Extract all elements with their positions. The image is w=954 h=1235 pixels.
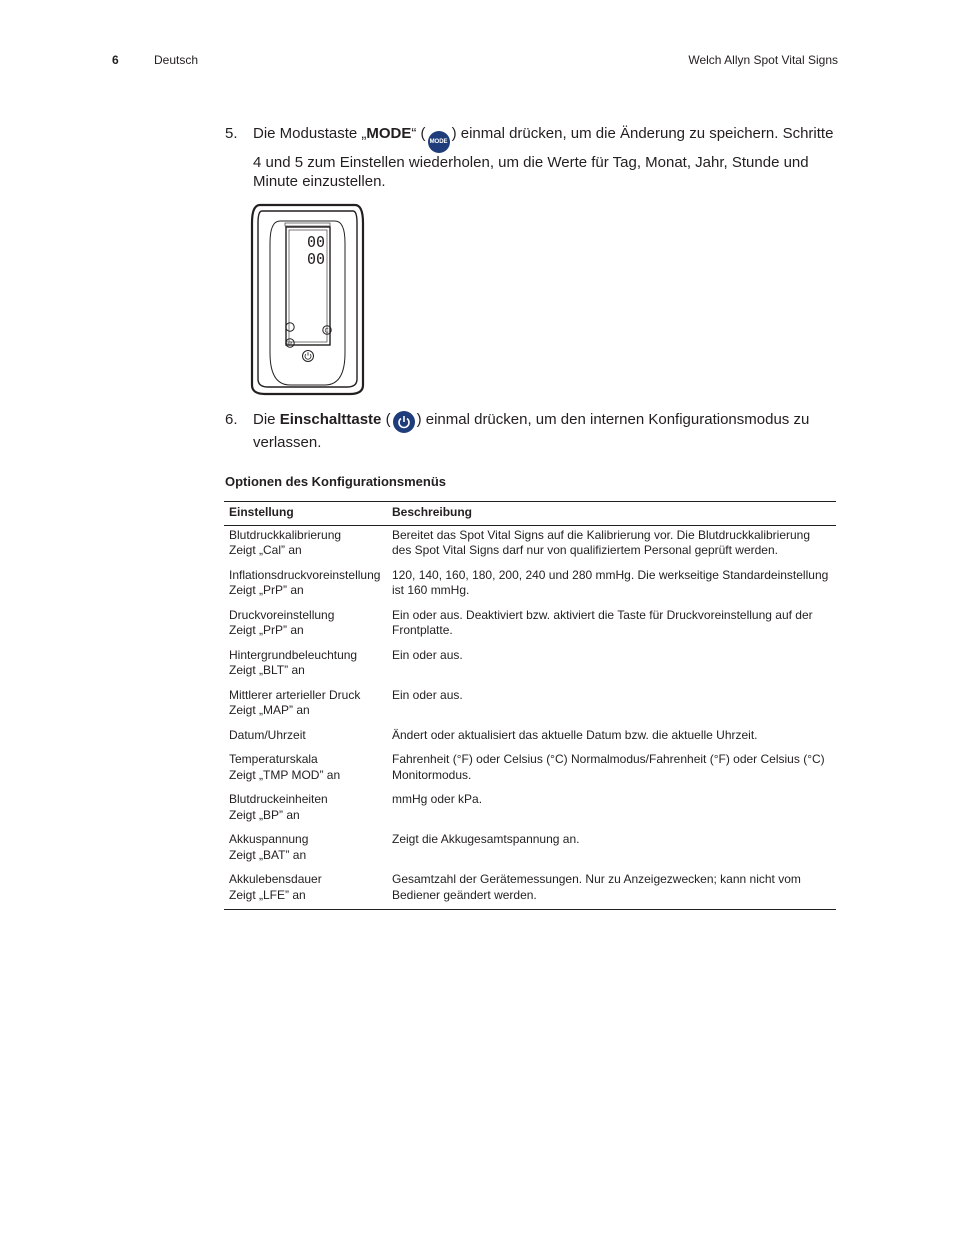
setting-cell	[224, 688, 387, 728]
setting-shows: Zeigt „PrP” an	[229, 583, 304, 597]
setting-shows: Zeigt „TMP MOD” an	[229, 767, 341, 782]
step-5-mode-label: MODE	[366, 125, 412, 142]
mode-button-icon: MODE	[428, 131, 450, 153]
setting-cell	[224, 752, 387, 792]
step-5-text-after: ) einmal drücken, um die Änderung zu speichern. Schritte 4 und 5 zum Einstellen wiederholen, um die Werte für Tag, Monat, Jahr, Stunde und Minute einzustellen.	[253, 125, 834, 190]
device-illustration	[250, 203, 365, 396]
setting-shows: Zeigt „LFE” an	[229, 887, 306, 902]
setting-name: Temperaturskala	[229, 752, 318, 766]
step-5	[225, 124, 837, 191]
step-5-text-before: Die Modustaste „	[253, 125, 367, 142]
table-row	[224, 608, 836, 648]
table-row	[224, 872, 836, 910]
setting-cell	[224, 832, 387, 872]
setting-name: Blutdruckkalibrierung	[229, 527, 342, 542]
setting-name: Datum/Uhrzeit	[229, 727, 306, 742]
setting-cell	[224, 608, 387, 648]
setting-cell	[224, 792, 387, 832]
step-5-text	[253, 124, 837, 191]
table-row	[224, 688, 836, 728]
setting-cell	[224, 648, 387, 688]
device-button-bp-label: BP	[286, 341, 293, 347]
step-6-text-mid: (	[381, 411, 391, 428]
setting-cell	[224, 568, 387, 608]
setting-name: Inflationsdruckvoreinstellung	[229, 567, 381, 582]
description-cell: Fahrenheit (°F) oder Celsius (°C) Normalmodus/Fahrenheit (°F) oder Celsius (°C) Monitormodus.	[392, 752, 825, 782]
section-title: Optionen des Konfigurationsmenüs	[225, 474, 447, 489]
power-button-icon	[393, 411, 415, 433]
setting-name: Blutdruckeinheiten	[229, 792, 328, 806]
header-language: Deutsch	[154, 53, 199, 67]
column-header-description: Beschreibung	[387, 502, 836, 526]
description-cell: Ein oder aus.	[392, 687, 463, 702]
step-6-text	[253, 410, 837, 452]
step-5-text-mid: “ (	[411, 125, 426, 142]
step-6-text-after: ) einmal drücken, um den internen Konfigurationsmodus zu verlassen.	[253, 411, 810, 451]
display-line-2: 00	[307, 250, 326, 268]
step-6	[225, 410, 837, 452]
setting-shows: Zeigt „BP” an	[229, 807, 300, 822]
setting-name: Mittlerer arterieller Druck	[229, 687, 361, 702]
setting-shows: Zeigt „PrP” an	[229, 623, 304, 637]
column-header-setting: Einstellung	[224, 502, 387, 526]
table-row	[224, 525, 836, 568]
description-cell: mmHg oder kPa.	[392, 792, 483, 806]
description-cell: Ein oder aus. Deaktiviert bzw. aktiviert die Taste für Druckvoreinstellung auf der Frontplatte.	[392, 607, 813, 637]
setting-cell	[224, 872, 387, 910]
setting-cell	[224, 728, 387, 753]
description-cell: Gesamtzahl der Gerätemessungen. Nur zu Anzeigezwecken; kann nicht vom Bediener geändert werden.	[387, 872, 836, 910]
config-options-table	[224, 501, 836, 910]
setting-name: Akkulebensdauer	[229, 872, 322, 886]
step-6-power-label: Einschalttaste	[279, 411, 382, 428]
step-6-text-before: Die	[253, 411, 280, 428]
page-number: 6	[112, 53, 119, 67]
description-cell: Ein oder aus.	[392, 647, 463, 662]
device-button-c-label: C	[324, 327, 329, 335]
display-line-1: 00	[307, 233, 326, 251]
table-row	[224, 648, 836, 688]
setting-shows: Zeigt „MAP” an	[229, 703, 310, 717]
header-doc-title: Welch Allyn Spot Vital Signs	[688, 53, 838, 67]
table-header-row	[224, 502, 836, 526]
description-cell: 120, 140, 160, 180, 200, 240 und 280 mmHg. Die werkseitige Standardeinstellung ist 160 mmHg.	[392, 567, 829, 597]
setting-name: Hintergrundbeleuchtung	[229, 647, 358, 662]
setting-cell	[224, 525, 387, 568]
table-row	[224, 832, 836, 872]
step-6-number: 6.	[225, 411, 238, 428]
table-row	[224, 728, 836, 753]
table-row	[224, 792, 836, 832]
setting-name: Druckvoreinstellung	[229, 607, 335, 622]
setting-shows: Zeigt „Cal” an	[229, 543, 302, 557]
setting-shows: Zeigt „BAT” an	[229, 847, 307, 862]
description-cell: Zeigt die Akkugesamtspannung an.	[392, 832, 580, 846]
table-row	[224, 752, 836, 792]
step-5-number: 5.	[225, 125, 238, 142]
setting-name: Akkuspannung	[229, 832, 309, 846]
description-cell: Ändert oder aktualisiert das aktuelle Datum bzw. die aktuelle Uhrzeit.	[392, 727, 758, 742]
setting-shows: Zeigt „BLT” an	[229, 663, 305, 677]
table-row	[224, 568, 836, 608]
description-cell: Bereitet das Spot Vital Signs auf die Kalibrierung vor. Die Blutdruckkalibrierung des Spot Vital Signs darf nur von qualifiziertem Personal geprüft werden.	[392, 527, 811, 557]
